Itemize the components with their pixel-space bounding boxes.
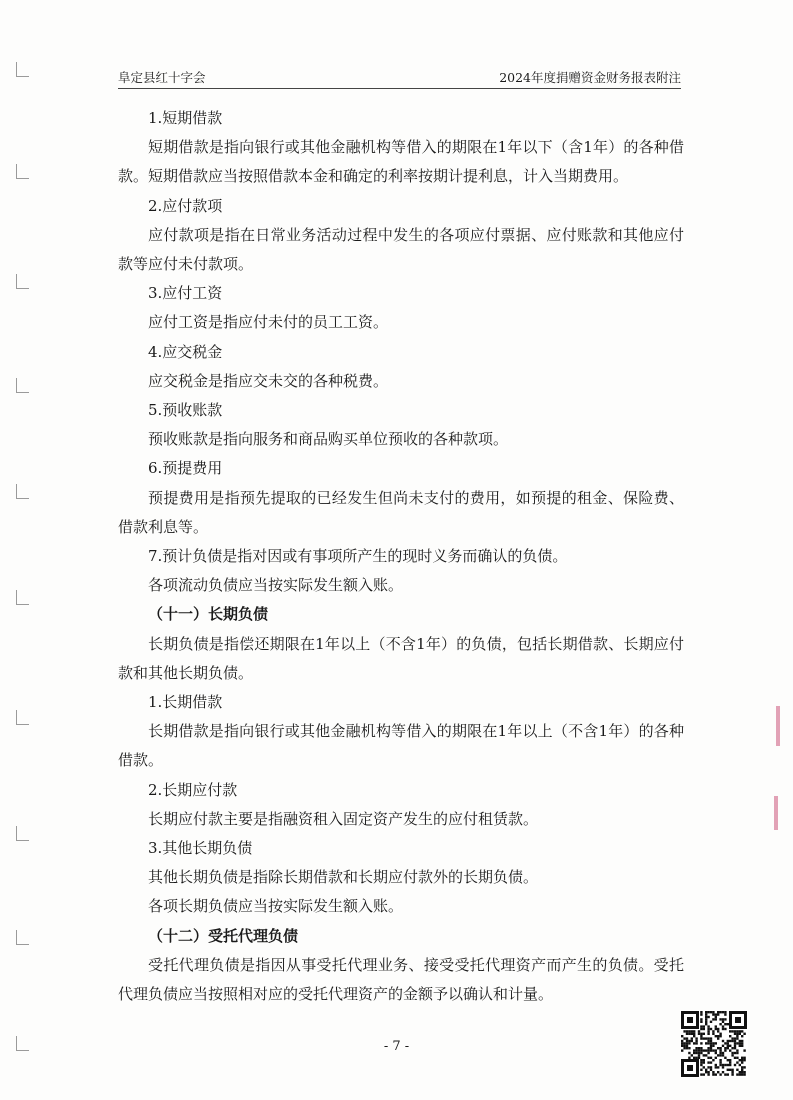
item-title: 4.应交税金 [148,342,223,361]
binding-mark [16,62,29,77]
page-number: - 7 - [383,1039,410,1054]
body-paragraph: 应付款项是指在日常业务活动过程中发生的各项应付票据、应付账款和其他应付款等应付未付款项。 [118,225,684,274]
body-paragraph: 预收账款是指向服务和商品购买单位预收的各种款项。 [148,430,509,449]
binding-mark [16,710,29,725]
body-paragraph: 其他长期负债是指除长期借款和长期应付款外的长期负债。 [148,868,539,887]
binding-mark [16,930,29,945]
seal-edge-mark [774,796,778,830]
item-title: 2.长期应付款 [148,780,238,799]
body-paragraph: 长期负债是指偿还期限在1年以上（不含1年）的负债，包括长期借款、长期应付款和其他长期负债。 [118,634,684,682]
body-paragraph: 7.预计负债是指对因或有事项所产生的现时义务而确认的负债。 [148,547,568,566]
binding-mark [16,164,29,179]
body-paragraph: 各项流动负债应当按实际发生额入账。 [148,576,404,595]
item-title: 2.应付款项 [148,196,223,215]
body-paragraph: 各项长期负债应当按实际发生额入账。 [148,897,404,916]
binding-mark [16,590,29,605]
item-title: 3.其他长期负债 [148,839,253,858]
body-paragraph: 短期借款是指向银行或其他金融机构等借入的期限在1年以下（含1年）的各种借款。短期借款应当按照借款本金和确定的利率按期计提利息，计入当期费用。 [118,138,684,186]
header-organization: 阜定县红十字会 [118,70,206,85]
binding-mark [16,484,29,499]
body-paragraph: 应交税金是指应交未交的各种税费。 [148,371,389,390]
item-title: 1.短期借款 [148,109,223,127]
body-paragraph: 受托代理负债是指因从事受托代理业务、接受受托代理资产而产生的负债。受托代理负债应当按照相对应的受托代理资产的金额予以确认和计量。 [118,955,684,1004]
header-document-title: 2024年度捐赠资金财务报表附注 [499,70,681,85]
binding-mark [16,274,29,289]
body-paragraph: 长期借款是指向银行或其他金融机构等借入的期限在1年以上（不含1年）的各种借款。 [118,722,684,770]
page-header [118,68,681,89]
body-paragraph: 长期应付款主要是指融资租入固定资产发生的应付租赁款。 [148,809,539,828]
document-body [118,104,684,1009]
binding-mark [16,826,29,841]
binding-mark [16,378,29,393]
item-title: 3.应付工资 [148,284,223,303]
item-title: 5.预收账款 [148,401,223,420]
item-title: 1.长期借款 [148,693,223,712]
seal-edge-mark [776,706,780,746]
item-title: 6.预提费用 [148,459,223,478]
body-paragraph: 应付工资是指应付未付的员工工资。 [148,313,389,332]
section-heading: （十一）长期负债 [148,605,269,624]
qr-code-icon [680,1010,748,1078]
body-paragraph: 预提费用是指预先提取的已经发生但尚未支付的费用，如预提的租金、保险费、借款利息等。 [118,488,684,536]
section-heading: （十二）受托代理负债 [148,926,299,945]
